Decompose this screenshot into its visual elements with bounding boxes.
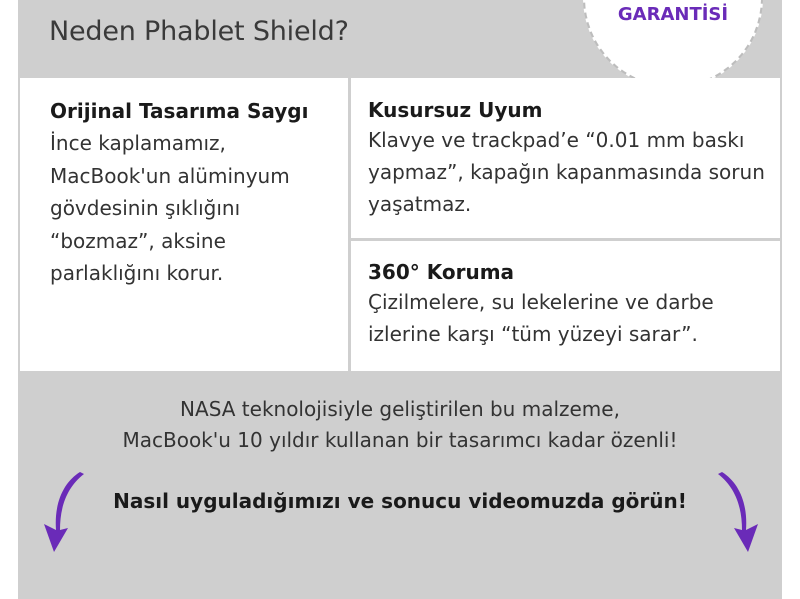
feature-card-protection xyxy=(351,241,780,371)
page-title: Neden Phablet Shield? xyxy=(49,16,349,47)
feature-card-design xyxy=(20,78,348,371)
feature-title: 360° Koruma xyxy=(368,260,515,284)
video-cta: Nasıl uyguladığımızı ve sonucu videomuzda görün! xyxy=(113,489,687,513)
footer-line-2: MacBook'u 10 yıldır kullanan bir tasarımcı kadar özenli! xyxy=(122,428,678,452)
curved-arrow-down-icon xyxy=(712,468,768,556)
feature-body: İnce kaplamamız, MacBook'un alüminyum gövdesinin şıklığını “bozmaz”, aksine parlaklığını korur. xyxy=(50,131,290,285)
curved-arrow-down-icon xyxy=(34,468,90,556)
feature-title: Kusursuz Uyum xyxy=(368,98,543,122)
footer-line-1: NASA teknolojisiyle geliştirilen bu malzeme, xyxy=(180,397,620,421)
feature-title: Orijinal Tasarıma Saygı xyxy=(50,99,309,123)
badge-label: GARANTİSİ xyxy=(617,4,729,25)
feature-body: Çizilmelere, su lekelerine ve darbe izlerine karşı “tüm yüzeyi sarar”. xyxy=(368,290,714,346)
feature-card-fit xyxy=(351,78,780,238)
feature-body: Klavye ve trackpad’e “0.01 mm baskı yapmaz”, kapağın kapanmasında sorun yaşatmaz. xyxy=(368,128,765,216)
